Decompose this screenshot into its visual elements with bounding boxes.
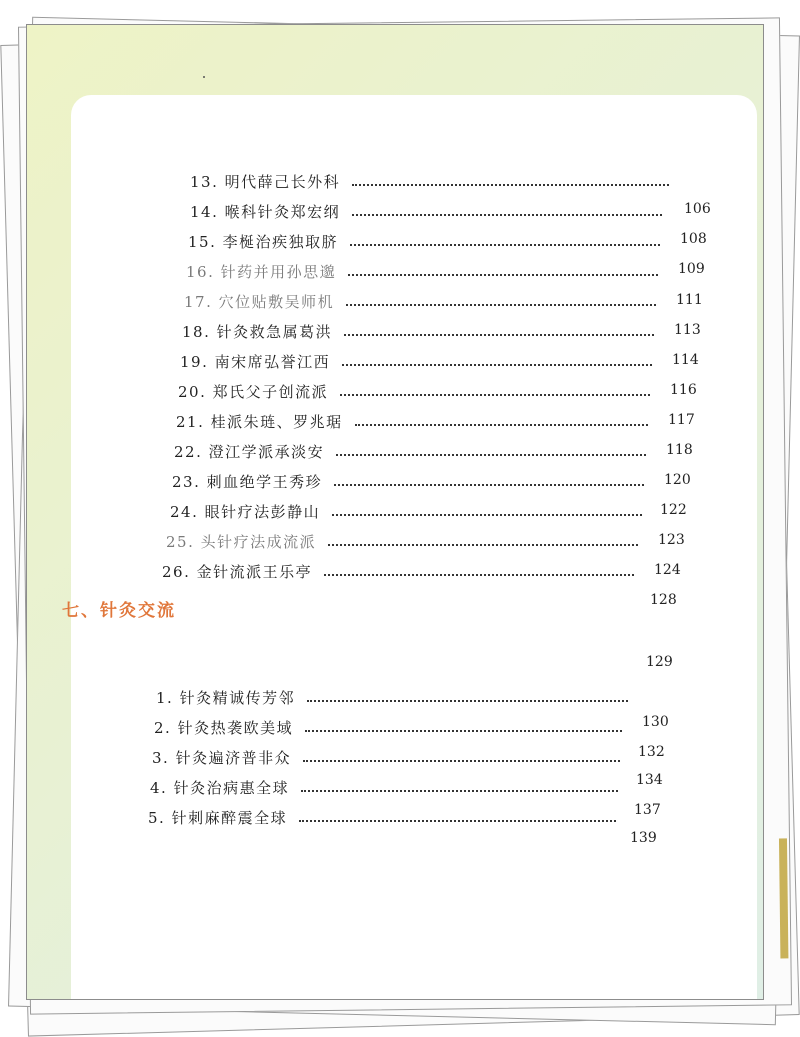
- toc-entry-title: 2. 针灸热袭欧美域: [154, 719, 294, 737]
- toc-entry[interactable]: [188, 226, 666, 252]
- toc-entry-title: 16. 针药并用孙思邈: [186, 263, 337, 281]
- toc-entry-title: 18. 针灸救急属葛洪: [182, 323, 333, 341]
- dot-leader: [301, 790, 618, 792]
- dot-leader: [352, 184, 669, 186]
- dot-leader: [334, 484, 644, 486]
- toc-entry[interactable]: [152, 742, 626, 768]
- toc-entry-title: 17. 穴位贴敷吴师机: [184, 293, 335, 311]
- toc-entry-title: 15. 李梴治疾独取脐: [188, 233, 339, 251]
- dot-leader: [340, 394, 650, 396]
- toc-entry-title: 4. 针灸治病惠全球: [150, 779, 290, 797]
- toc-entry[interactable]: [172, 466, 650, 492]
- toc-entry[interactable]: [184, 286, 662, 312]
- toc-entry[interactable]: [176, 406, 654, 432]
- toc-entry-page: 116: [670, 382, 697, 398]
- toc-entry[interactable]: [190, 196, 668, 222]
- toc-entry-page: 137: [634, 802, 661, 818]
- toc-entry-title: 23. 刺血绝学王秀珍: [172, 473, 323, 491]
- toc-entry[interactable]: [162, 556, 640, 582]
- toc-entry[interactable]: [180, 346, 658, 372]
- toc-entry-title: 24. 眼针疗法彭静山: [170, 503, 321, 521]
- toc-entry-title: 26. 金针流派王乐亭: [162, 563, 313, 581]
- toc-entry-page: 118: [666, 442, 693, 458]
- toc-entry-page: 106: [684, 201, 711, 217]
- toc-entry-title: 25. 头针疗法成流派: [166, 533, 317, 551]
- toc-entry[interactable]: [150, 772, 624, 798]
- dot-leader: [303, 760, 620, 762]
- toc-entry-title: 13. 明代薛己长外科: [190, 173, 341, 191]
- dot-leader: [344, 334, 654, 336]
- toc-entry-title: 5. 针刺麻醉震全球: [148, 809, 288, 827]
- toc-entry[interactable]: [166, 526, 644, 552]
- speck: [203, 76, 205, 78]
- dot-leader: [336, 454, 646, 456]
- toc-entry[interactable]: [154, 712, 628, 738]
- toc-entry-page: 120: [664, 472, 691, 488]
- dot-leader: [350, 244, 660, 246]
- toc-entry-page: 117: [668, 412, 695, 428]
- toc-entry[interactable]: [178, 376, 656, 402]
- toc-entry-page: 122: [660, 502, 687, 518]
- section-heading[interactable]: 七、针灸交流: [62, 601, 176, 621]
- toc-entry-page: 113: [674, 322, 701, 338]
- toc-entry-page: 124: [654, 562, 681, 578]
- dot-leader: [299, 820, 616, 822]
- dot-leader: [352, 214, 662, 216]
- toc-entry-title: 21. 桂派朱琏、罗兆琚: [176, 413, 343, 431]
- dot-leader: [324, 574, 634, 576]
- toc-entry-page: 139: [630, 830, 657, 846]
- toc-entry-title: 14. 喉科针灸郑宏纲: [190, 203, 341, 221]
- toc-entry-title: 19. 南宋席弘誉江西: [180, 353, 331, 371]
- toc-entry-title: 1. 针灸精诚传芳邻: [156, 689, 296, 707]
- dot-leader: [305, 730, 622, 732]
- toc-entry-page: 109: [678, 261, 705, 277]
- toc-entry[interactable]: [190, 166, 675, 192]
- toc-entry-title: 3. 针灸遍济普非众: [152, 749, 292, 767]
- toc-entry[interactable]: [148, 802, 622, 828]
- section-page-number: 129: [646, 654, 673, 670]
- toc-entry-title: 22. 澄江学派承淡安: [174, 443, 325, 461]
- toc-entry-page: 123: [658, 532, 685, 548]
- toc-entry-page: 108: [680, 231, 707, 247]
- dot-leader: [355, 424, 648, 426]
- dot-leader: [346, 304, 656, 306]
- dot-leader: [307, 700, 628, 702]
- toc-entry-page: 132: [638, 744, 665, 760]
- dot-leader: [348, 274, 658, 276]
- toc-entry[interactable]: [182, 316, 660, 342]
- dot-leader: [328, 544, 638, 546]
- toc-entry[interactable]: [186, 256, 664, 282]
- toc-entry-page: 111: [676, 292, 703, 308]
- toc-entry-page: 134: [636, 772, 663, 788]
- dot-leader: [342, 364, 652, 366]
- dot-leader: [332, 514, 642, 516]
- toc-entry[interactable]: [156, 682, 634, 708]
- toc-entry-title: 20. 郑氏父子创流派: [178, 383, 329, 401]
- toc-entry[interactable]: [170, 496, 648, 522]
- toc-entry-page: 114: [672, 352, 699, 368]
- toc-entry[interactable]: [174, 436, 652, 462]
- toc-entry-page: 130: [642, 714, 669, 730]
- toc-entry-page: 128: [650, 592, 677, 608]
